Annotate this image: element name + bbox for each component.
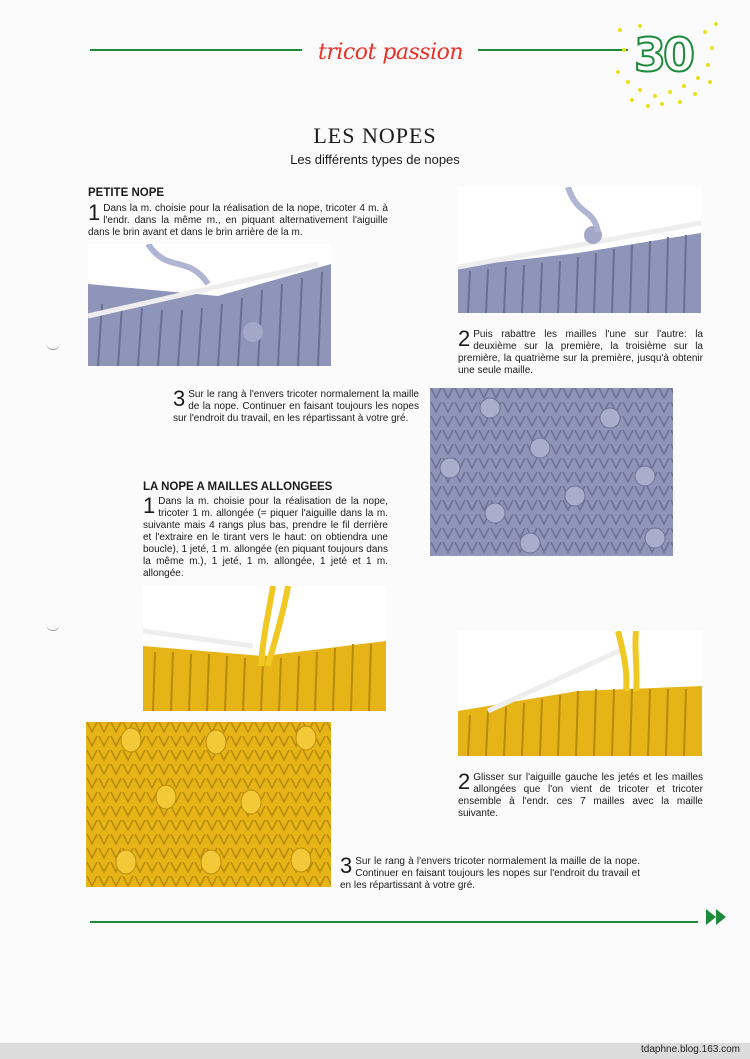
photo-nope-allongees-step-1 [143,586,386,711]
nope-allongees-step-3 [340,853,640,892]
step-number: 2 [458,769,471,794]
step-text: Dans la m. choisie pour la réalisation de la nope, tricoter 4 m. à l'endr. dans la même m., en piquant alternativement l'aiguille dans le brin avant et dans le brin arrière de la m. [88,203,388,238]
step-number: 3 [340,853,353,878]
step-text: Glisser sur l'aiguille gauche les jetés et les mailles allongées que l'on vient de tricoter et tricoter ensemble à l'endr. ces 7 mailles avec la maille suivante. [458,772,703,819]
page-title: LES NOPES [313,123,437,148]
binder-hole-mark [46,343,60,350]
watermark: tdaphne.blog.163.com [641,1044,740,1055]
step-number: 1 [88,200,101,225]
step-number: 2 [458,326,471,351]
photo-petite-nope-result [430,388,673,556]
step-number: 3 [173,386,186,411]
step-number: 1 [143,493,156,518]
petite-nope-step-1 [88,200,388,239]
section-heading-nope-mailles-allongees: LA NOPE A MAILLES ALLONGEES [143,481,333,493]
step-text: Sur le rang à l'envers tricoter normalement la maille de la nope. Continuer en faisant toujours les nopes sur l'endroit du travail, en les répartissant à votre gré. [173,389,419,424]
next-page-arrow-icon[interactable] [704,907,730,927]
header-rule-left [90,49,302,51]
page-number: 30 [634,28,693,82]
section-heading-petite-nope: PETITE NOPE [88,187,165,199]
brand-title: tricot passion [318,40,464,65]
step-text: Puis rabattre les mailles l'une sur l'autre: la deuxième sur la première, la troisième sur la première, la quatrième sur la première, jusqu'à obtenir une seule maille. [458,329,703,376]
page-subtitle: Les différents types de nopes [290,152,460,167]
photo-petite-nope-step-1 [88,244,331,366]
photo-nope-allongees-result [86,722,331,887]
step-text: Dans la m. choisie pour la réalisation de la nope, tricoter 1 m. allongée (= piquer l'aiguille dans la m. suivante mais 4 rangs plus bas, prendre le fil derrière et l'extraire en le tirant vers le haut: on obtiendra une boucle), 1 jeté, 1 m. allongée (en piquant toujours dans la même m.), 1 jeté, 1 m. allongée, 1 jeté et 1 m. allongée. [143,496,388,579]
footer-rule [90,921,698,923]
step-text: Sur le rang à l'envers tricoter normalement la maille de la nope. Continuer en faisant toujours les nopes sur l'endroit du travail et en les répartissant à votre gré. [340,856,640,891]
petite-nope-step-2 [458,326,703,377]
photo-nope-allongees-step-2 [458,631,702,756]
binder-hole-mark [46,624,60,631]
footer-bar [0,1043,750,1059]
nope-allongees-step-1 [143,493,388,580]
nope-allongees-step-2 [458,769,703,820]
photo-petite-nope-step-2 [458,187,701,313]
header-rule-right [478,49,628,51]
petite-nope-step-3 [173,386,419,425]
